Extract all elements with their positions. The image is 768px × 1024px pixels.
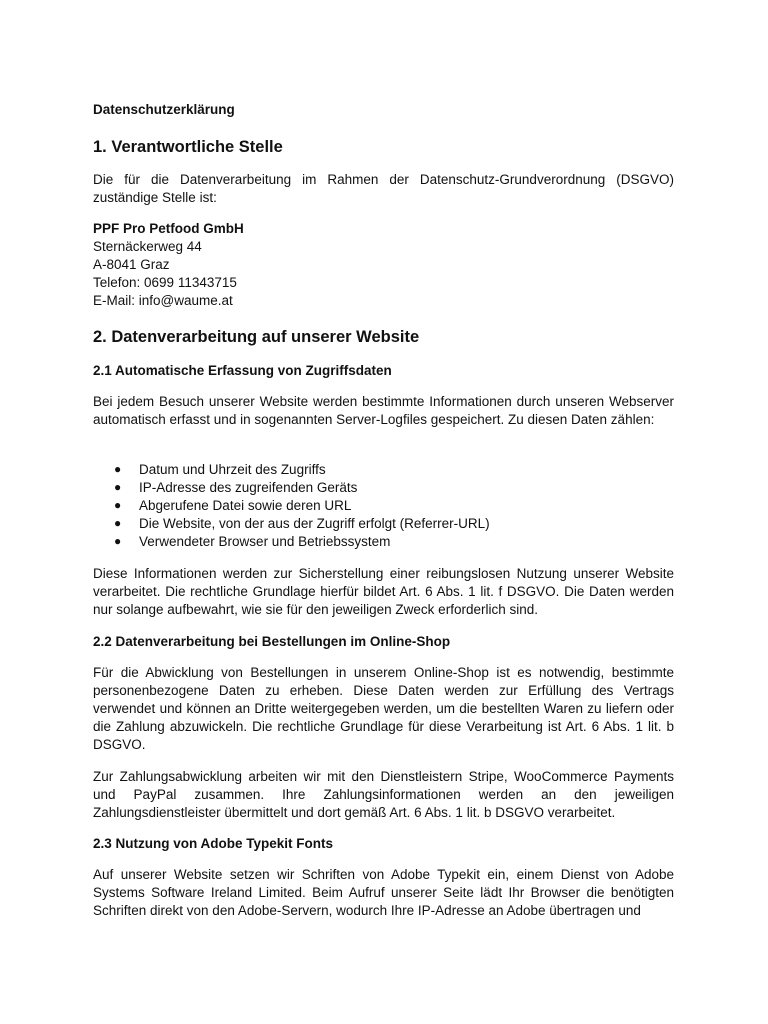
bullet-icon: ●: [114, 479, 122, 494]
list-item: ● Datum und Uhrzeit des Zugriffs: [114, 462, 326, 477]
list-item: ● IP-Adresse des zugreifenden Geräts: [114, 479, 358, 495]
section-2-3-heading: 2.3 Nutzung von Adobe Typekit Fonts: [93, 836, 334, 851]
bullet-icon: ●: [114, 515, 122, 530]
street-address: Sternäckerweg 44: [93, 238, 202, 254]
section-1-heading: 1. Verantwortliche Stelle: [93, 138, 283, 156]
city-address: A-8041 Graz: [93, 256, 170, 272]
access-data-list: [93, 461, 674, 551]
list-item: ● Die Website, von der aus der Zugriff erfolgt (Referrer-URL): [114, 515, 490, 531]
section-2-1-intro: Bei jedem Besuch unserer Website werden bestimmte Informationen durch unseren Webserver automatisch erfasst und in sogenannten Server-Logfiles gespeichert. Zu diesen Daten zählen:: [93, 394, 674, 427]
list-item: ● Verwendeter Browser und Betriebssystem: [114, 533, 391, 549]
bullet-icon: ●: [114, 462, 122, 476]
section-2-heading: 2. Datenverarbeitung auf unserer Website: [93, 328, 420, 346]
list-item: ● Abgerufene Datei sowie deren URL: [114, 497, 352, 513]
phone-number: Telefon: 0699 11343715: [93, 274, 237, 290]
section-1-intro: Die für die Datenverarbeitung im Rahmen der Datenschutz-Grundverordnung (DSGVO) zuständige Stelle ist:: [93, 172, 674, 205]
section-2-1-outro: Diese Informationen werden zur Sicherstellung einer reibungslosen Nutzung unserer Website verarbeitet. Die rechtliche Grundlage hierfür bildet Art. 6 Abs. 1 lit. f DSGVO. Die Daten werden nur solange aufbewahrt, wie sie für den jeweiligen Zweck erforderlich sind.: [93, 566, 674, 617]
document-title: Datenschutzerklärung: [93, 102, 235, 117]
section-2-1-heading: 2.1 Automatische Erfassung von Zugriffsdaten: [93, 363, 392, 378]
contact-address-block: [93, 220, 674, 310]
company-name: PPF Pro Petfood GmbH: [93, 221, 244, 236]
section-2-2-paragraph-1: Für die Abwicklung von Bestellungen in unserem Online-Shop ist es notwendig, bestimmte personenbezogene Daten zu erheben. Diese Daten werden zur Erfüllung des Vertrags verwendet und können an Dritte weitergegeben werden, um die bestellten Waren zu liefern oder die Zahlung abzuwickeln. Die rechtliche Grundlage für diese Verarbeitung ist Art. 6 Abs. 1 lit. b DSGVO.: [93, 665, 674, 752]
email-address: E-Mail: info@waume.at: [93, 292, 233, 308]
bullet-icon: ●: [114, 533, 122, 548]
section-2-2-paragraph-2: Zur Zahlungsabwicklung arbeiten wir mit den Dienstleistern Stripe, WooCommerce Payments und PayPal zusammen. Ihre Zahlungsinformationen werden an den jeweiligen Zahlungsdienstleister übermittelt und dort gemäß Art. 6 Abs. 1 lit. b DSGVO verarbeitet.: [93, 769, 674, 820]
bullet-icon: ●: [114, 497, 122, 512]
section-2-2-heading: 2.2 Datenverarbeitung bei Bestellungen im Online-Shop: [93, 634, 451, 649]
section-2-3-paragraph-1: Auf unserer Website setzen wir Schriften von Adobe Typekit ein, einem Dienst von Adobe Systems Software Ireland Limited. Beim Aufruf unserer Seite lädt Ihr Browser die benötigten Schriften direkt von den Adobe-Servern, wodurch Ihre IP-Adresse an Adobe übertragen und: [93, 867, 674, 918]
